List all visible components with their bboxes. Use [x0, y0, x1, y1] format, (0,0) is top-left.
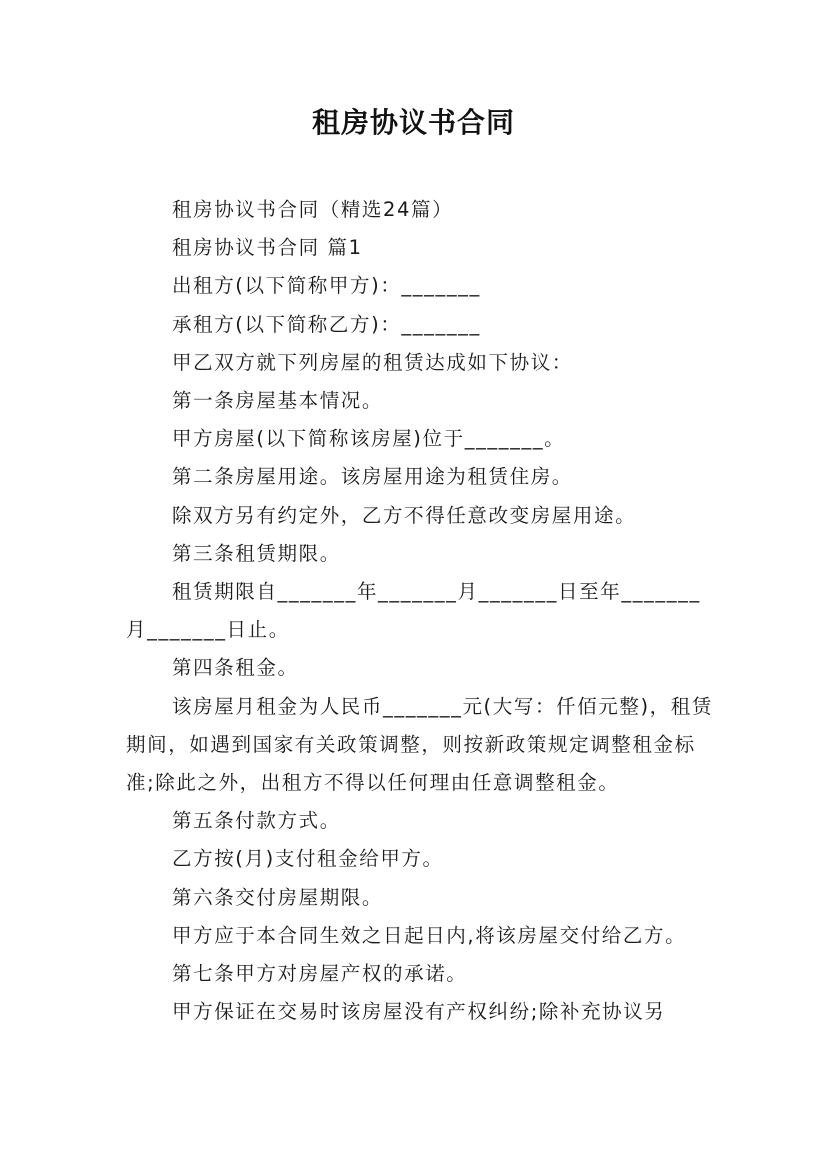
paragraph: 第六条交付房屋期限。 — [172, 885, 384, 909]
paragraph: 除双方另有约定外，乙方不得任意改变房屋用途。 — [172, 503, 637, 527]
paragraph: 第二条房屋用途。该房屋用途为租赁住房。 — [172, 465, 573, 489]
paragraph: 承租方(以下简称乙方)：_______ — [172, 312, 481, 336]
paragraph: 乙方按(月)支付租金给甲方。 — [172, 847, 444, 871]
paragraph: 甲方房屋(以下简称该房屋)位于_______。 — [172, 427, 566, 451]
paragraph: 甲方保证在交易时该房屋没有产权纠纷;除补充协议另 — [172, 1000, 666, 1024]
paragraph: 第七条甲方对房屋产权的承诺。 — [172, 962, 468, 986]
paragraph: 第一条房屋基本情况。 — [172, 389, 384, 413]
paragraph: 甲乙双方就下列房屋的租赁达成如下协议： — [172, 350, 573, 374]
paragraph: 租房协议书合同 篇1 — [172, 236, 363, 260]
paragraph: 第四条租金。 — [172, 656, 299, 680]
paragraph: 租房协议书合同（精选24篇） — [172, 198, 454, 221]
paragraph: 出租方(以下简称甲方)：_______ — [172, 274, 481, 298]
paragraph: 租赁期限自_______年_______月_______日至年_______月_______日止。 — [126, 580, 701, 642]
document-title: 租房协议书合同 — [311, 106, 515, 139]
paragraph: 甲方应于本合同生效之日起日内,将该房屋交付给乙方。 — [172, 923, 687, 947]
document-body — [126, 191, 716, 1031]
paragraph: 第五条付款方式。 — [172, 809, 341, 833]
paragraph: 该房屋月租金为人民币_______元(大写：仟佰元整)，租赁期间，如遇到国家有关政策调整，则按新政策规定调整租金标准;除此之外，出租方不得以任何理由任意调整租金。 — [126, 694, 713, 795]
paragraph: 第三条租赁期限。 — [172, 541, 341, 565]
